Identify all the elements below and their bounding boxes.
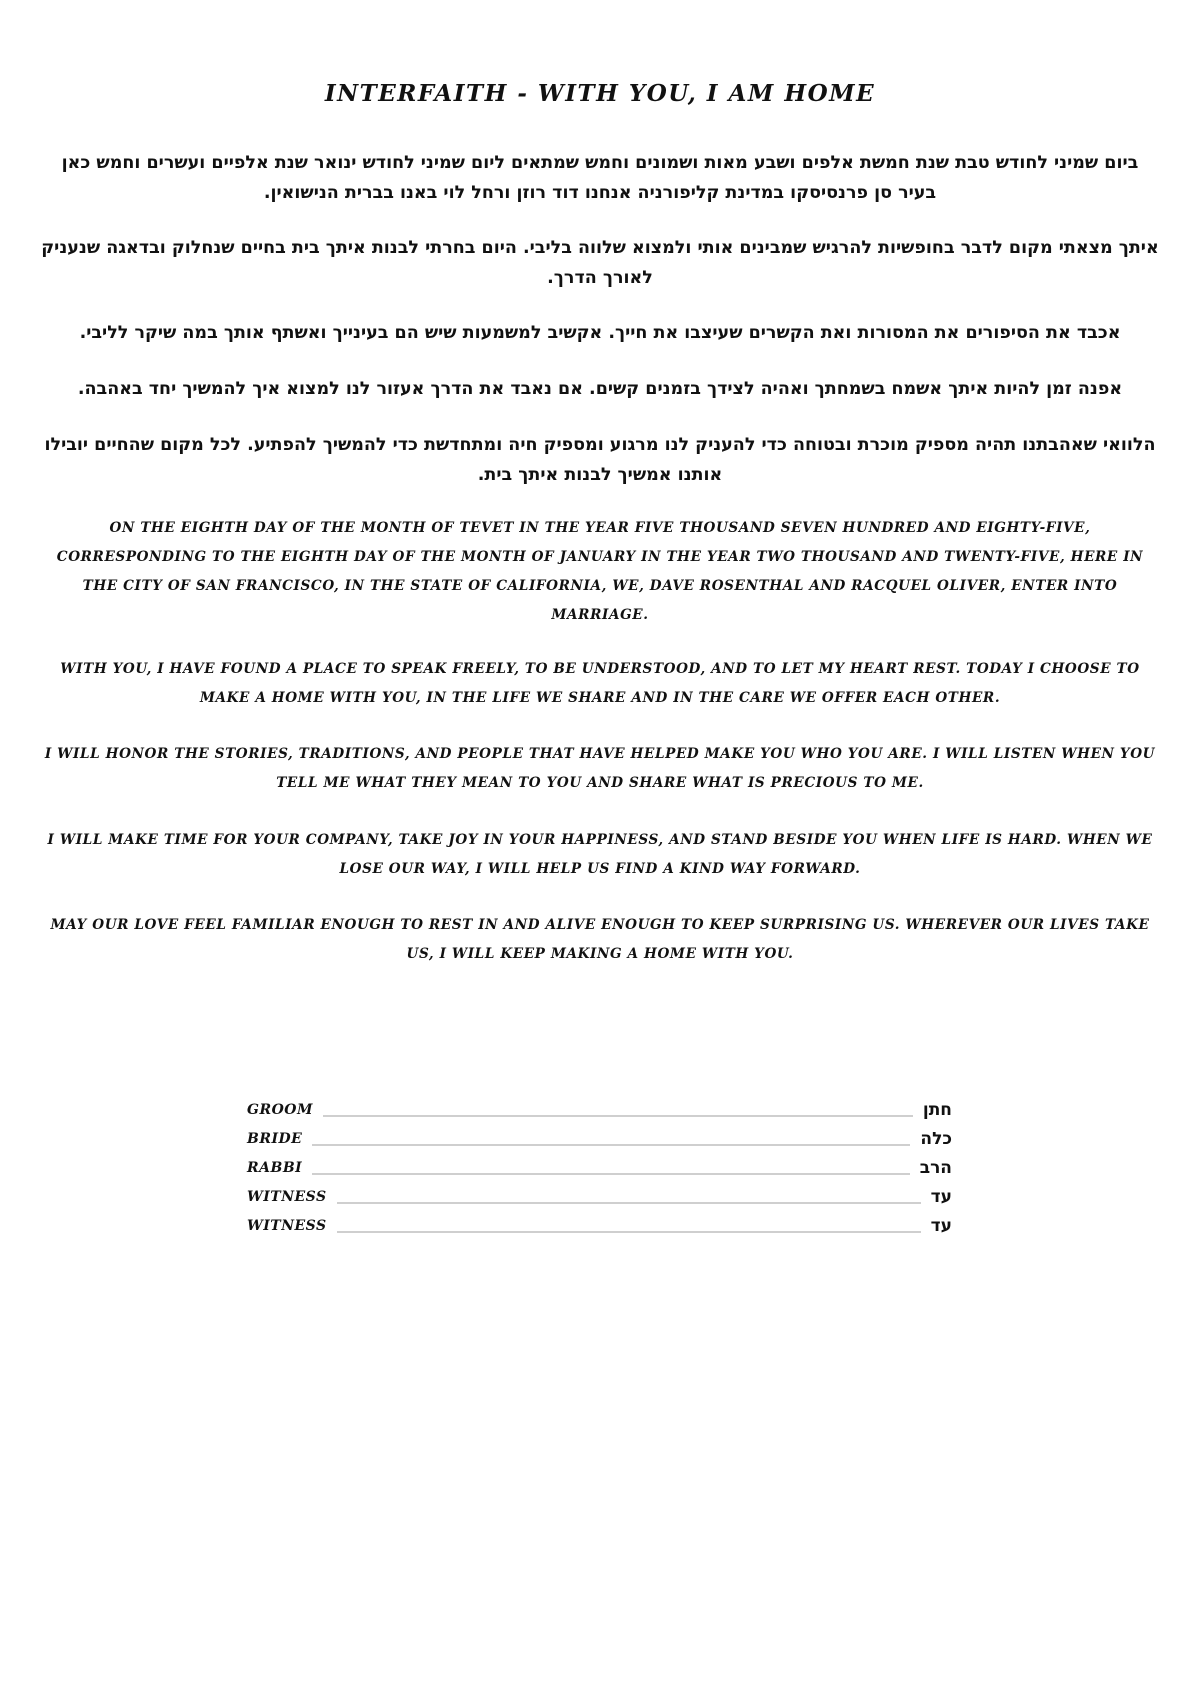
signature-label-en: GROOM — [247, 1102, 313, 1118]
english-paragraph-honor: I WILL HONOR THE STORIES, TRADITIONS, AND PEOPLE THAT HAVE HELPED MAKE YOU WHO YOU ARE. I WILL LISTEN WHEN YOU TELL ME WHAT THEY MEAN TO YOU AND SHARE WHAT IS PRECIOUS TO ME. — [44, 746, 1156, 791]
signature-block — [247, 1092, 952, 1237]
signature-line[interactable] — [312, 1173, 909, 1175]
signature-label-en: BRIDE — [247, 1131, 303, 1147]
english-paragraph-time: I WILL MAKE TIME FOR YOUR COMPANY, TAKE JOY IN YOUR HAPPINESS, AND STAND BESIDE YOU WHEN LIFE IS HARD. WHEN WE LOSE OUR WAY, I WILL HELP US FIND A KIND WAY FORWARD. — [47, 832, 1153, 877]
hebrew-paragraph-time: אפנה זמן להיות איתך אשמח בשמחתך ואהיה לצידך בזמנים קשים. אם נאבד את הדרך אעזור לנו למצוא איך להמשיך יחד באהבה. — [77, 379, 1123, 399]
signature-row-witness-2 — [247, 1208, 952, 1237]
hebrew-paragraph-honor: אכבד את הסיפורים את המסורות ואת הקשרים שעיצבו את חייך. אקשיב למשמעות שיש הם בעינייך ואשתף אותך במה שיקר לליבי. — [79, 323, 1121, 343]
hebrew-paragraph-home: איתך מצאתי מקום לדבר בחופשיות להרגיש שמבינים אותי ולמצוא שלווה בליבי. היום בחרתי לבנות איתך בית בחיים שנחלוק ובדאגה שנעניק לאורך הדרך. — [41, 238, 1159, 288]
signature-line[interactable] — [323, 1115, 913, 1117]
signature-row-bride — [247, 1121, 952, 1150]
signature-line[interactable] — [312, 1144, 910, 1146]
document-title: INTERFAITH - WITH YOU, I AM HOME — [324, 80, 876, 107]
hebrew-paragraph-date-place: ביום שמיני לחודש טבת שנת חמשת אלפים ושבע מאות ושמונים וחמש שמתאים ליום שמיני לחודש ינואר שנת אלפיים ועשרים וחמש כאן בעיר סן פרנסיסקו במדינת קליפורניה אנחנו דוד רוזן ורחל לוי באנו בברית הנישואין. — [61, 153, 1139, 203]
signature-line[interactable] — [337, 1231, 921, 1233]
signature-label-he: חתן — [922, 1100, 952, 1120]
signature-label-en: WITNESS — [247, 1189, 327, 1205]
english-paragraph-love: MAY OUR LOVE FEEL FAMILIAR ENOUGH TO REST IN AND ALIVE ENOUGH TO KEEP SURPRISING US. WHEREVER OUR LIVES TAKE US, I WILL KEEP MAKING A HOME WITH YOU. — [50, 917, 1150, 962]
signature-label-en: WITNESS — [247, 1218, 327, 1234]
english-paragraph-home: WITH YOU, I HAVE FOUND A PLACE TO SPEAK FREELY, TO BE UNDERSTOOD, AND TO LET MY HEART REST. TODAY I CHOOSE TO MAKE A HOME WITH YOU, IN THE LIFE WE SHARE AND IN THE CARE WE OFFER EACH OTHER. — [60, 661, 1140, 706]
signature-line[interactable] — [337, 1202, 921, 1204]
signature-label-he: הרב — [919, 1158, 952, 1178]
signature-row-groom — [247, 1092, 952, 1121]
signature-label-he: עד — [930, 1187, 952, 1207]
signature-row-witness-1 — [247, 1179, 952, 1208]
hebrew-paragraph-love: הלוואי שאהבתנו תהיה מספיק מוכרת ובטוחה כדי להעניק לנו מרגוע ומספיק חיה ומתחדשת כדי להמשיך להפתיע. לכל מקום שהחיים יובילו אותנו אמשיך לבנות איתך בית. — [44, 435, 1156, 485]
signature-row-rabbi — [247, 1150, 952, 1179]
signature-label-he: כלה — [920, 1129, 952, 1149]
english-paragraph-date-place: ON THE EIGHTH DAY OF THE MONTH OF TEVET IN THE YEAR FIVE THOUSAND SEVEN HUNDRED AND EIGHTY-FIVE, CORRESPONDING TO THE EIGHTH DAY OF THE MONTH OF JANUARY IN THE YEAR TWO THOUSAND AND TWENTY-FIVE, HERE IN THE CITY OF SAN FRANCISCO, IN THE STATE OF CALIFORNIA, WE, DAVE ROSENTHAL AND RACQUEL OLIVER, ENTER INTO MARRIAGE. — [56, 520, 1144, 623]
signature-label-he: עד — [930, 1216, 952, 1236]
signature-label-en: RABBI — [247, 1160, 303, 1176]
